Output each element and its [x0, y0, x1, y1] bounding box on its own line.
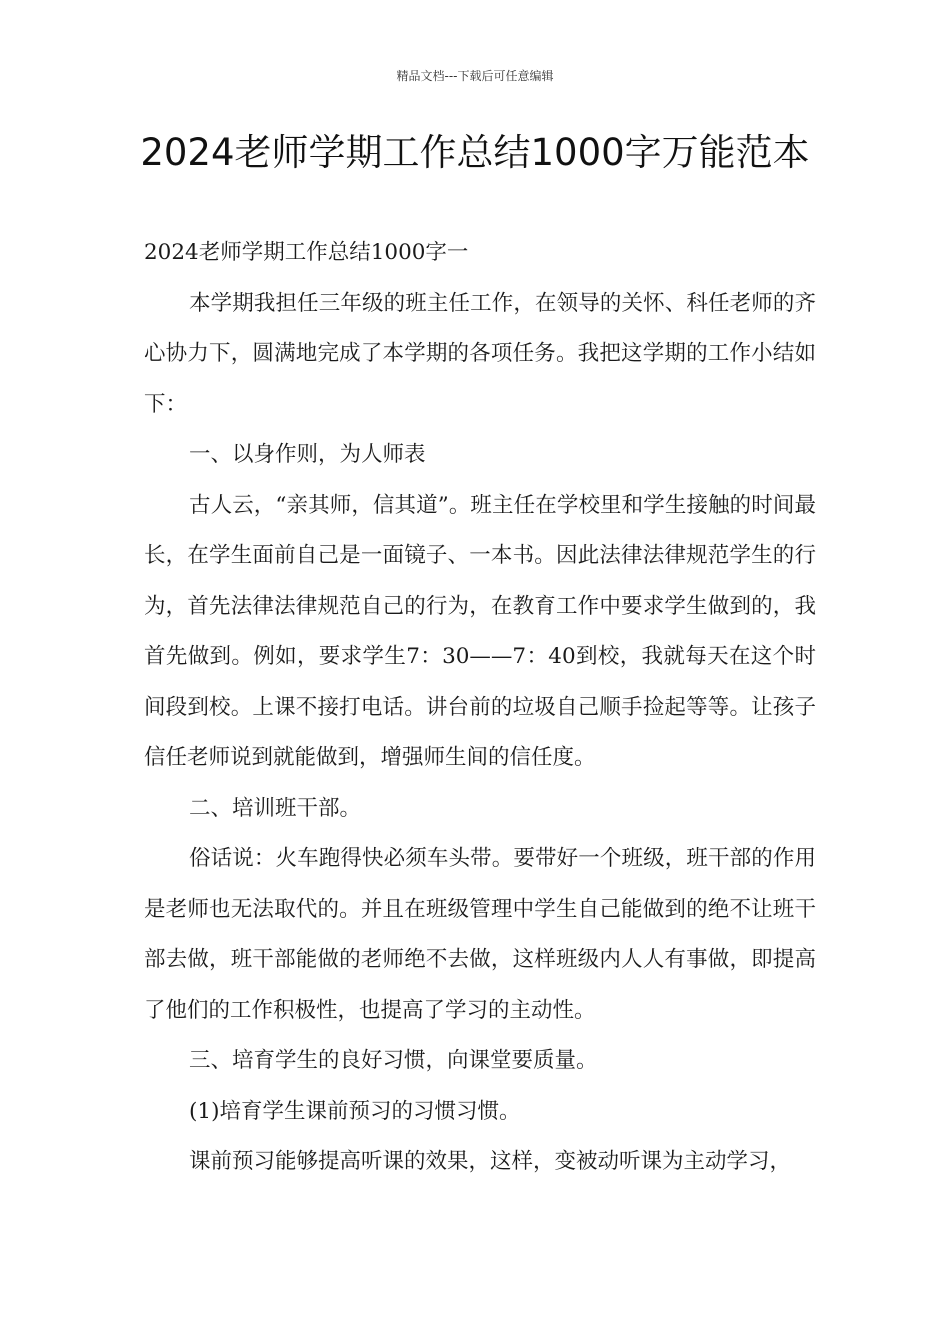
paragraph-intro: 本学期我担任三年级的班主任工作，在领导的关怀、科任老师的齐心协力下，圆满地完成了本学期的各项任务。我把这学期的工作小结如下：: [144, 290, 816, 417]
page-header: 精品文档---下载后可任意编辑: [396, 69, 554, 83]
document-title: 2024老师学期工作总结1000字万能范本: [140, 131, 810, 174]
document-body: [144, 228, 816, 1188]
section-heading-1: 一、以身作则，为人师表: [189, 442, 426, 467]
paragraph-2: 俗话说：火车跑得快必须车头带。要带好一个班级，班干部的作用是老师也无法取代的。并且在班级管理中学生自己能做到的绝不让班干部去做，班干部能做的老师绝不去做，这样班级内人人有事做，即提高了他们的工作积极性，也提高了学习的主动性。: [144, 846, 816, 1023]
section-subtitle: 2024老师学期工作总结1000字一: [144, 240, 469, 265]
sub-heading-3-1: (1)培育学生课前预习的习惯习惯。: [189, 1098, 521, 1124]
section-heading-2: 二、培训班干部。: [189, 795, 362, 821]
section-heading-3: 三、培育学生的良好习惯，向课堂要质量。: [189, 1048, 598, 1073]
paragraph-1: 古人云，“亲其师，信其道”。班主任在学校里和学生接触的时间最长，在学生面前自己是一面镜子、一本书。因此法律法律规范学生的行为，首先法律法律规范自己的行为，在教育工作中要求学生做到的，我首先做到。例如，要求学生7：30——7：40到校，我就每天在这个时间段到校。上课不接打电话。讲台前的垃圾自己顺手捡起等等。让孩子信任老师说到就能做到，增强师生间的信任度。: [144, 492, 816, 770]
paragraph-3: 课前预习能够提高听课的效果，这样，变被动听课为主动学习，: [189, 1149, 792, 1174]
